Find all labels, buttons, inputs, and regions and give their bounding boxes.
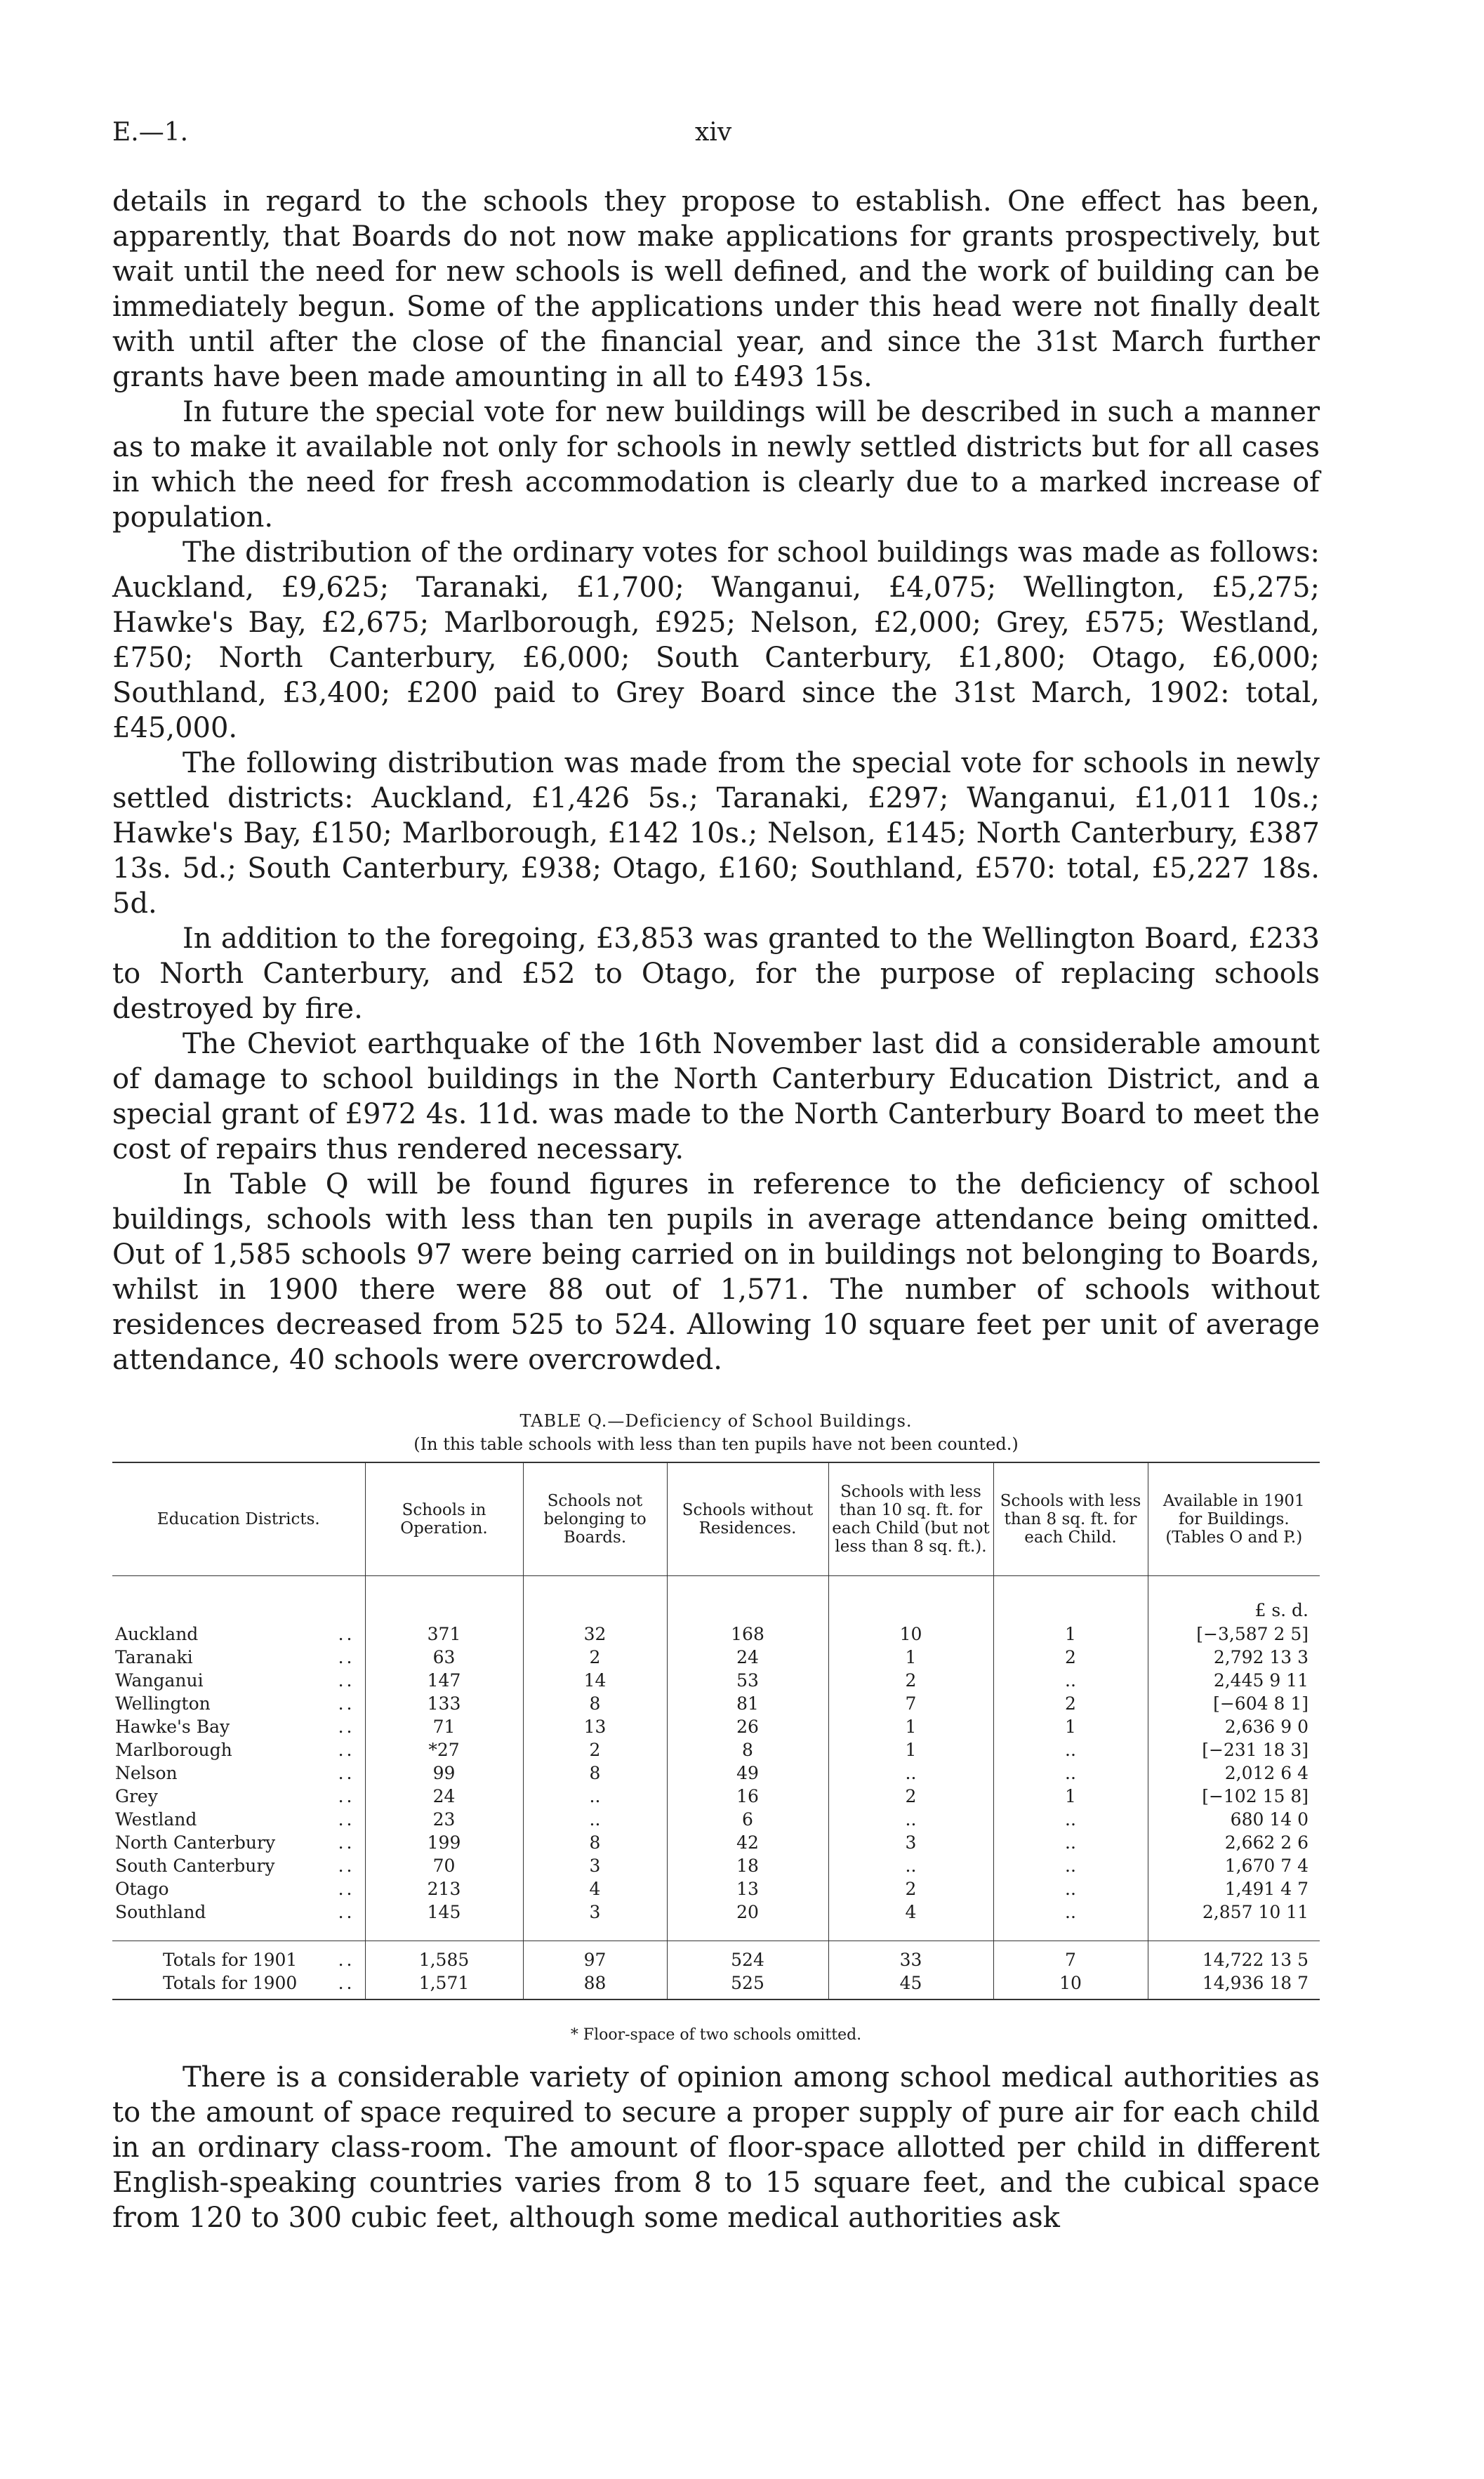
row-label: Taranaki [115,1647,193,1667]
table-row [112,1854,1320,1877]
cell-lt8: 10 [993,1971,1148,1999]
cell-lt10: .. [828,1808,993,1831]
leader-dots: .. [338,1786,355,1806]
body-text-before-table [112,184,1320,1377]
report-reference: E.—1. [112,118,189,147]
table-row [112,1941,1320,1972]
cell-lt10: .. [828,1761,993,1785]
row-label: Wanganui [115,1670,204,1691]
cell-operation: 63 [365,1646,523,1669]
cell-available: 1,491 4 7 [1148,1877,1320,1900]
cell-available: 2,792 13 3 [1148,1646,1320,1669]
table-row [112,1669,1320,1692]
cell-operation: 70 [365,1854,523,1877]
row-label: Auckland [115,1624,199,1644]
cell-operation: 371 [365,1622,523,1646]
leader-dots: .. [338,1740,355,1760]
cell-lt8: 1 [993,1785,1148,1808]
column-header: Schools with less than 10 sq. ft. for each Child (but not less than 8 sq. ft.). [828,1462,993,1576]
cell-not-boards: 32 [523,1622,667,1646]
cell-operation: 71 [365,1715,523,1738]
cell-operation: 147 [365,1669,523,1692]
deficiency-table [112,1462,1320,2000]
cell-not-boards: 2 [523,1738,667,1761]
row-label: Otago [115,1879,169,1899]
cell-not-boards: 4 [523,1877,667,1900]
leader-dots: .. [338,1624,355,1644]
page-number: xiv [695,118,732,147]
body-text-after-table [112,2060,1320,2235]
cell-no-residence: 168 [667,1622,828,1646]
column-header: Schools without Residences. [667,1462,828,1576]
table-row [112,1831,1320,1854]
table-footnote: * Floor-space of two schools omitted. [570,2026,862,2044]
cell-available: 14,722 13 5 [1148,1941,1320,1972]
cell-lt8: 2 [993,1646,1148,1669]
row-label: Westland [115,1809,197,1830]
cell-available: 2,662 2 6 [1148,1831,1320,1854]
cell-available: 2,857 10 11 [1148,1900,1320,1924]
leader-dots: .. [338,1693,355,1714]
page-header [112,118,1320,160]
table-row [112,1738,1320,1761]
cell-operation: 24 [365,1785,523,1808]
cell-available: 2,012 6 4 [1148,1761,1320,1785]
cell-lt8: .. [993,1900,1148,1924]
table-row [112,1971,1320,1999]
cell-lt10: 2 [828,1669,993,1692]
row-label: Grey [115,1786,158,1806]
row-label: Hawke's Bay [115,1717,230,1737]
cell-lt8: .. [993,1854,1148,1877]
cell-no-residence: 6 [667,1808,828,1831]
column-header: Schools in Operation. [365,1462,523,1576]
cell-available: [−604 8 1] [1148,1692,1320,1715]
cell-no-residence: 42 [667,1831,828,1854]
leader-dots: .. [338,1950,355,1970]
cell-operation: 99 [365,1761,523,1785]
cell-no-residence: 53 [667,1669,828,1692]
cell-operation: 1,585 [365,1941,523,1972]
table-row [112,1622,1320,1646]
row-label: Totals for 1901 [163,1950,298,1970]
cell-operation: *27 [365,1738,523,1761]
cell-operation: 199 [365,1831,523,1854]
cell-no-residence: 81 [667,1692,828,1715]
cell-lt8: 7 [993,1941,1148,1972]
column-header: Available in 1901 for Buildings. (Tables O and P.) [1148,1462,1320,1576]
cell-lt10: 45 [828,1971,993,1999]
cell-lt10: 3 [828,1831,993,1854]
cell-lt10: .. [828,1854,993,1877]
paragraph: The following distribution was made from the special vote for schools in newly settled districts: Auckland, £1,426 5s.; Taranaki, £297; Wanganui, £1,011 10s.; Hawke's Bay, £150; Marlborough, £142 10s.; Nelson, £145; North Canterbury, £387 13s. 5d.; South Canterbury, £938; Otago, £160; Southland, £570: total, £5,227 18s. 5d. [112,747,1320,920]
paragraph: In addition to the foregoing, £3,853 was granted to the Wellington Board, £233 to North Canterbury, and £52 to Otago, for the purpose of replacing schools destroyed by fire. [112,923,1320,1025]
cell-not-boards: 14 [523,1669,667,1692]
leader-dots: .. [338,1902,355,1922]
paragraph: There is a considerable variety of opinion among school medical authorities as to the amount of space required to secure a proper supply of pure air for each child in an ordinary class-room. The amount of floor-space allotted per child in different English-speaking countries varies from 8 to 15 square feet, and the cubical space from 120 to 300 cubic feet, although some medical authorities ask [112,2061,1320,2234]
leader-dots: .. [338,1973,355,1993]
table-row [112,1808,1320,1831]
leader-dots: .. [338,1670,355,1691]
cell-not-boards: 8 [523,1692,667,1715]
leader-dots: .. [338,1647,355,1667]
cell-available: 680 14 0 [1148,1808,1320,1831]
cell-no-residence: 8 [667,1738,828,1761]
cell-operation: 1,571 [365,1971,523,1999]
column-header: Schools not belonging to Boards. [523,1462,667,1576]
cell-lt10: 1 [828,1646,993,1669]
cell-lt8: 2 [993,1692,1148,1715]
cell-lt10: 1 [828,1738,993,1761]
cell-not-boards: 2 [523,1646,667,1669]
paragraph: details in regard to the schools they propose to establish. One effect has been, apparently, that Boards do not now make applications for grants prospectively, but wait until the need for new schools is well defined, and the work of building can be immediately begun. Some of the applications under this head were not finally dealt with until after the close of the financial year, and since the 31st March further grants have been made amounting in all to £493 15s. [112,185,1320,393]
cell-lt10: 1 [828,1715,993,1738]
leader-dots: .. [338,1856,355,1876]
cell-no-residence: 525 [667,1971,828,1999]
cell-available: 2,445 9 11 [1148,1669,1320,1692]
cell-not-boards: 3 [523,1900,667,1924]
cell-lt8: .. [993,1831,1148,1854]
table-row [112,1646,1320,1669]
money-units-row [112,1597,1320,1622]
table-row [112,1761,1320,1785]
table-title: TABLE Q.—Deficiency of School Buildings. [519,1411,913,1431]
table-header-row [112,1462,1320,1576]
cell-available: [−102 15 8] [1148,1785,1320,1808]
table-note: (In this table schools with less than ten pupils have not been counted.) [413,1434,1019,1454]
cell-not-boards: 88 [523,1971,667,1999]
leader-dots: .. [338,1717,355,1737]
paragraph: In Table Q will be found figures in reference to the deficiency of school buildings, schools with less than ten pupils in average attendance being omitted. Out of 1,585 schools 97 were being carried on in buildings not belonging to Boards, whilst in 1900 there were 88 out of 1,571. The number of schools without residences decreased from 525 to 524. Allowing 10 square feet per unit of average attendance, 40 schools were overcrowded. [112,1168,1320,1376]
cell-available: [−3,587 2 5] [1148,1622,1320,1646]
cell-not-boards: 97 [523,1941,667,1972]
money-units: £ s. d. [1148,1597,1320,1622]
row-label: Marlborough [115,1740,232,1760]
leader-dots: .. [338,1879,355,1899]
cell-no-residence: 26 [667,1715,828,1738]
leader-dots: .. [338,1763,355,1783]
column-header: Education Districts. [157,1510,320,1528]
row-label: North Canterbury [115,1832,276,1853]
cell-no-residence: 20 [667,1900,828,1924]
cell-lt8: .. [993,1761,1148,1785]
leader-dots: .. [338,1832,355,1853]
cell-lt10: 2 [828,1785,993,1808]
table-row [112,1692,1320,1715]
cell-lt10: 33 [828,1941,993,1972]
table-row [112,1715,1320,1738]
cell-not-boards: 3 [523,1854,667,1877]
cell-lt8: 1 [993,1715,1148,1738]
table-row [112,1877,1320,1900]
cell-lt10: 7 [828,1692,993,1715]
cell-lt8: .. [993,1669,1148,1692]
cell-lt10: 2 [828,1877,993,1900]
cell-lt10: 10 [828,1622,993,1646]
cell-not-boards: 8 [523,1761,667,1785]
cell-no-residence: 24 [667,1646,828,1669]
cell-no-residence: 18 [667,1854,828,1877]
cell-lt8: .. [993,1877,1148,1900]
cell-no-residence: 524 [667,1941,828,1972]
row-label: Totals for 1900 [163,1973,298,1993]
row-label: Southland [115,1902,206,1922]
cell-not-boards: .. [523,1808,667,1831]
cell-lt8: 1 [993,1622,1148,1646]
table-row [112,1785,1320,1808]
cell-operation: 133 [365,1692,523,1715]
cell-not-boards: .. [523,1785,667,1808]
row-label: South Canterbury [115,1856,275,1876]
cell-available: [−231 18 3] [1148,1738,1320,1761]
cell-operation: 145 [365,1900,523,1924]
cell-available: 1,670 7 4 [1148,1854,1320,1877]
paragraph: The distribution of the ordinary votes for school buildings was made as follows: Auckland, £9,625; Taranaki, £1,700; Wanganui, £4,075; Wellington, £5,275; Hawke's Bay, £2,675; Marlborough, £925; Nelson, £2,000; Grey, £575; Westland, £750; North Canterbury, £6,000; South Canterbury, £1,800; Otago, £6,000; Southland, £3,400; £200 paid to Grey Board since the 31st March, 1902: total, £45,000. [112,536,1320,744]
row-label: Wellington [115,1693,211,1714]
cell-available: 2,636 9 0 [1148,1715,1320,1738]
column-header: Schools with less than 8 sq. ft. for each Child. [993,1462,1148,1576]
cell-lt10: 4 [828,1900,993,1924]
leader-dots: .. [338,1809,355,1830]
cell-available: 14,936 18 7 [1148,1971,1320,1999]
cell-not-boards: 8 [523,1831,667,1854]
cell-no-residence: 16 [667,1785,828,1808]
cell-operation: 213 [365,1877,523,1900]
cell-lt8: .. [993,1738,1148,1761]
table-row [112,1900,1320,1924]
cell-lt8: .. [993,1808,1148,1831]
cell-operation: 23 [365,1808,523,1831]
cell-not-boards: 13 [523,1715,667,1738]
paragraph: In future the special vote for new buildings will be described in such a manner as to make it available not only for schools in newly settled districts but for all cases in which the need for fresh accommodation is clearly due to a marked increase of population. [112,396,1320,534]
cell-no-residence: 13 [667,1877,828,1900]
row-label: Nelson [115,1763,178,1783]
cell-no-residence: 49 [667,1761,828,1785]
paragraph: The Cheviot earthquake of the 16th November last did a considerable amount of damage to school buildings in the North Canterbury Education District, and a special grant of £972 4s. 11d. was made to the North Canterbury Board to meet the cost of repairs thus rendered necessary. [112,1028,1320,1165]
